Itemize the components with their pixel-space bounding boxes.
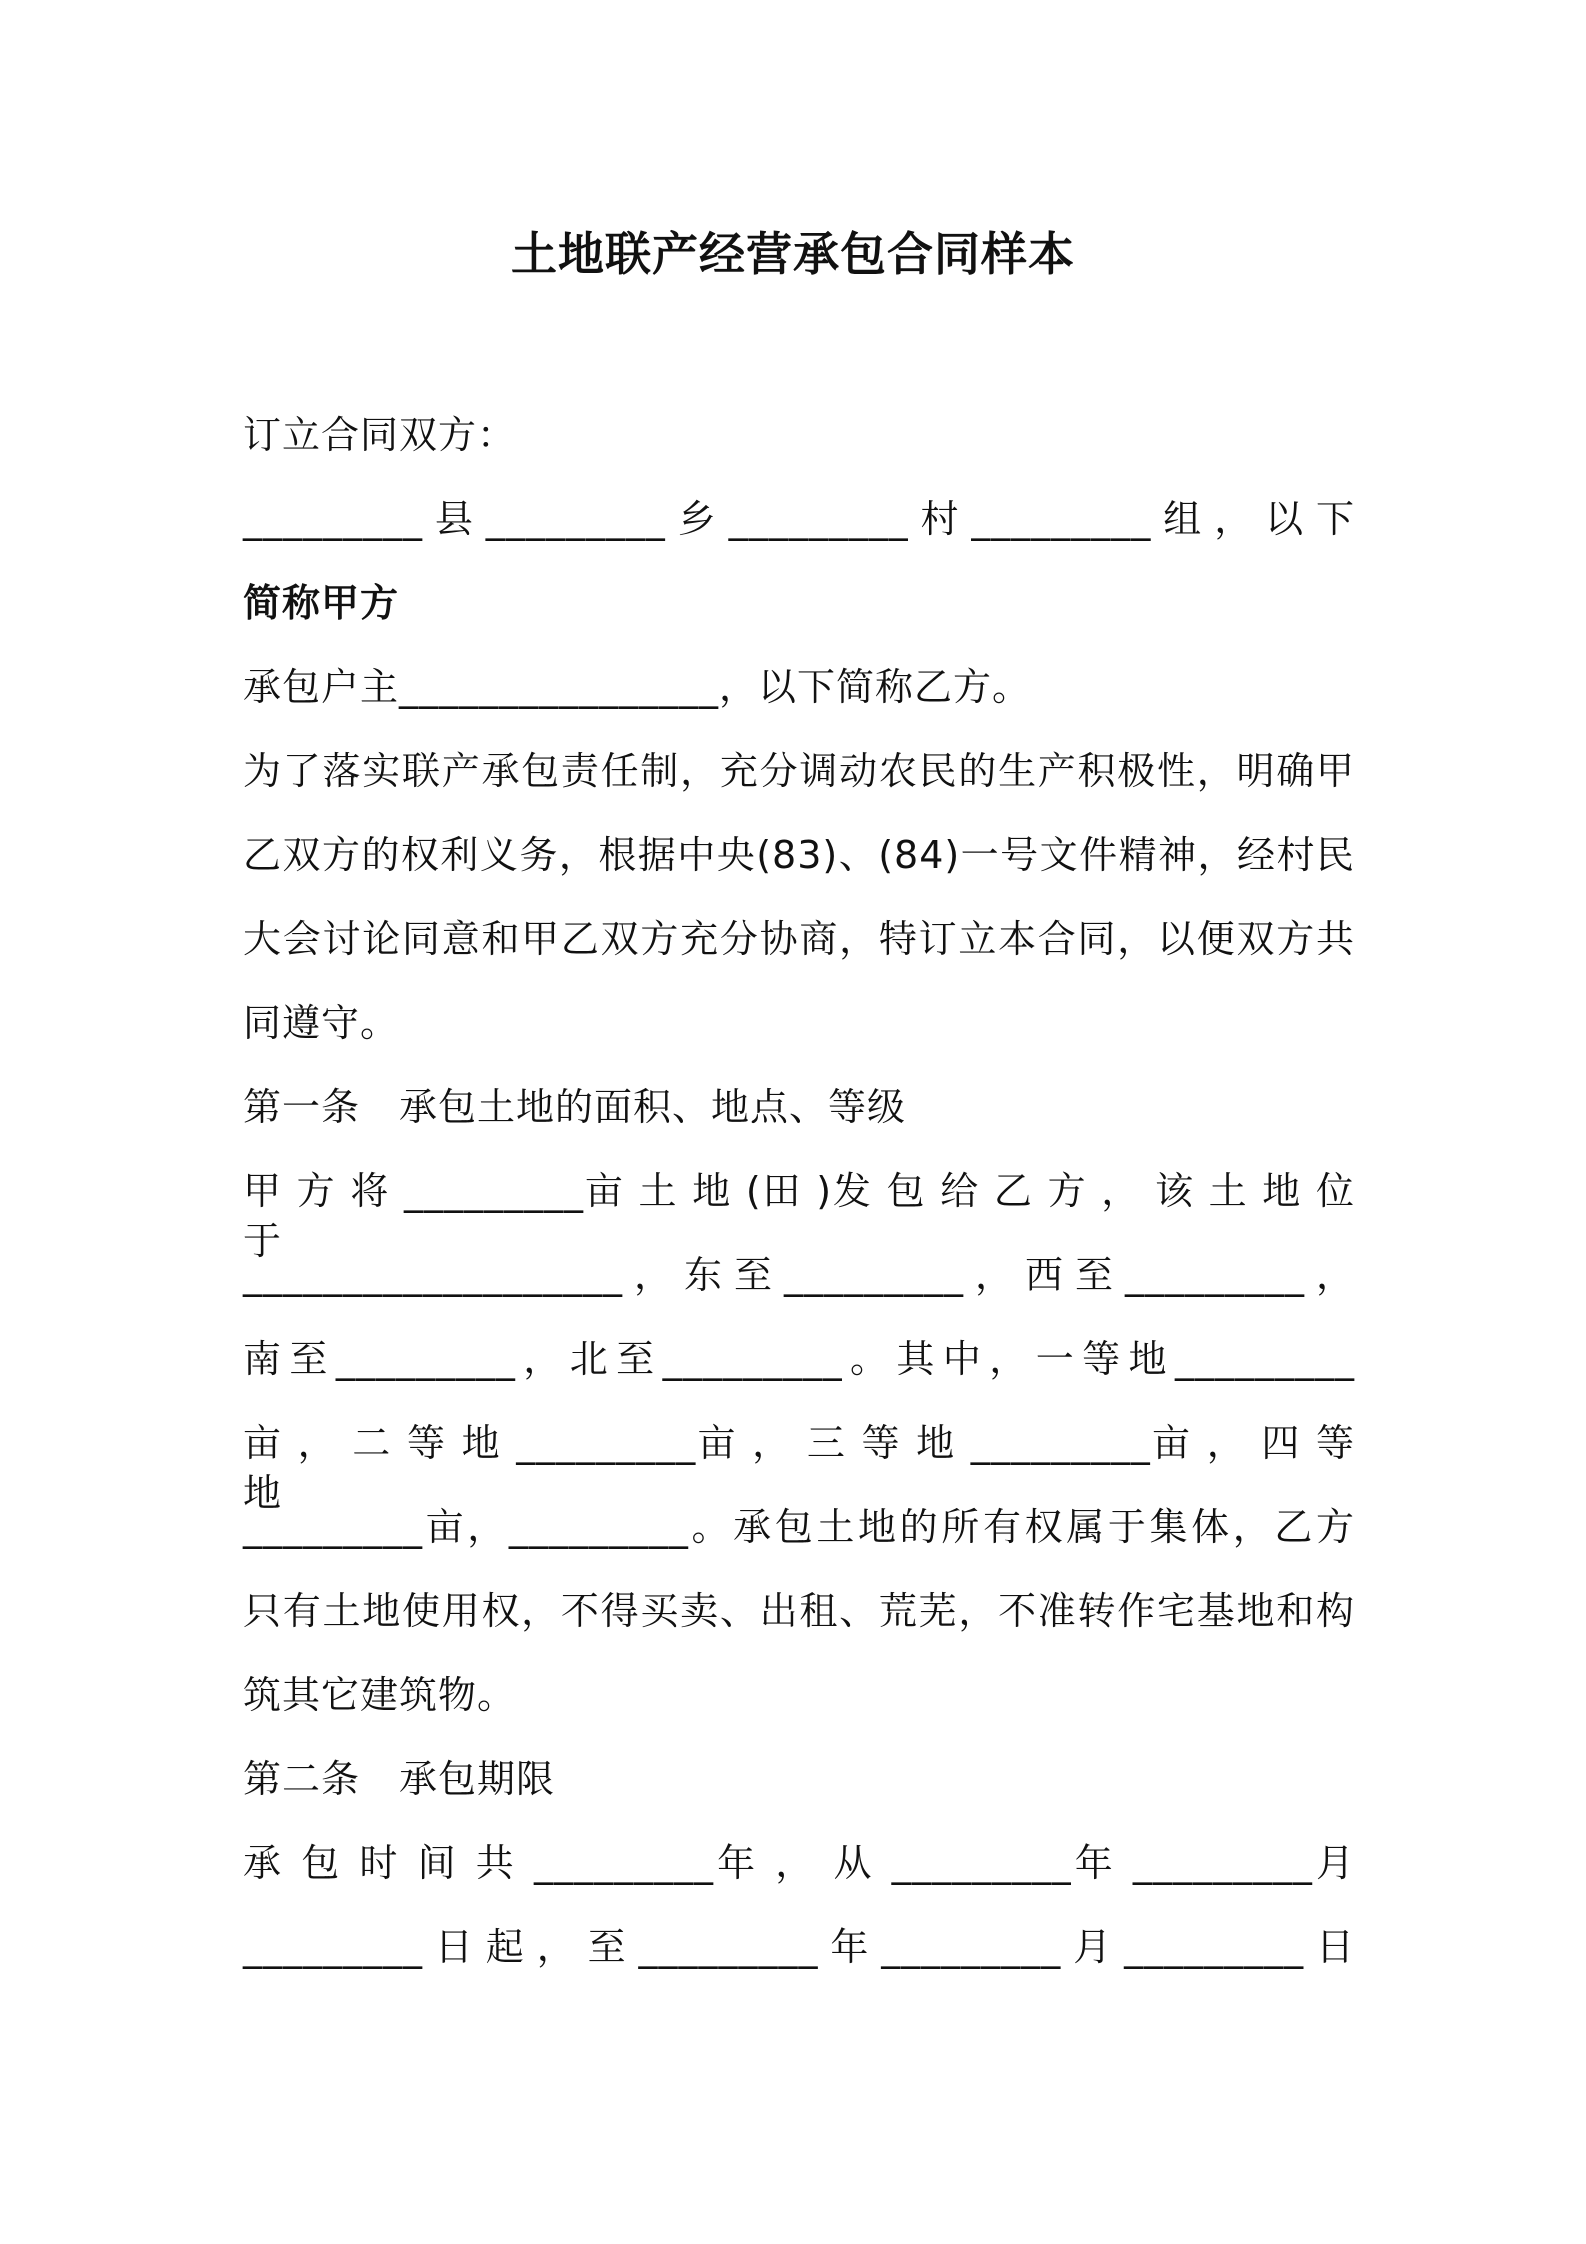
- preamble-line-3: 大会讨论同意和甲乙双方充分协商，特订立本合同，以便双方共: [243, 917, 1355, 961]
- party-a-abbrev-line: 简称甲方: [243, 581, 400, 625]
- article-1-line-2: ___________________，东至_________，西至_________，: [243, 1253, 1355, 1297]
- document-title: 土地联产经营承包合同样本: [511, 227, 1075, 281]
- preamble-line-4: 同遵守。: [243, 1001, 400, 1045]
- preamble-line-2: 乙双方的权利义务，根据中央(83)、(84)一号文件精神，经村民: [243, 833, 1355, 877]
- article-1-line-3: 南至_________，北至_________。其中，一等地_________: [243, 1337, 1355, 1381]
- article-2-line-1: 承 包 时 间 共 _________年 ， 从 _________年 _________月: [243, 1841, 1355, 1885]
- article-2-heading: 第二条 承包期限: [243, 1757, 556, 1801]
- party-b-line: 承包户主________________，以下简称乙方。: [243, 665, 1032, 709]
- article-1-line-1: 甲 方 将 _________亩 土 地 (田 )发 包 给 乙 方 ， 该 土 地 位 于: [243, 1169, 1355, 1263]
- parties-heading: 订立合同双方：: [243, 413, 517, 457]
- preamble-line-1: 为了落实联产承包责任制，充分调动农民的生产积极性，明确甲: [243, 749, 1355, 793]
- article-1-line-6: 只有土地使用权，不得买卖、出租、荒芜，不准转作宅基地和构: [243, 1589, 1355, 1633]
- article-1-line-5: _________亩，_________。承包土地的所有权属于集体，乙方: [243, 1505, 1355, 1549]
- article-1-line-4: 亩 ， 二 等 地 _________亩 ， 三 等 地 _________亩 ， 四 等 地: [243, 1421, 1355, 1515]
- party-a-location-line: _________县_________乡_________村_________组，以下: [243, 497, 1355, 541]
- article-1-heading: 第一条 承包土地的面积、地点、等级: [243, 1085, 907, 1129]
- article-2-line-2: _________日起，至_________年_________月_________日: [243, 1925, 1355, 1969]
- article-1-line-7: 筑其它建筑物。: [243, 1673, 517, 1717]
